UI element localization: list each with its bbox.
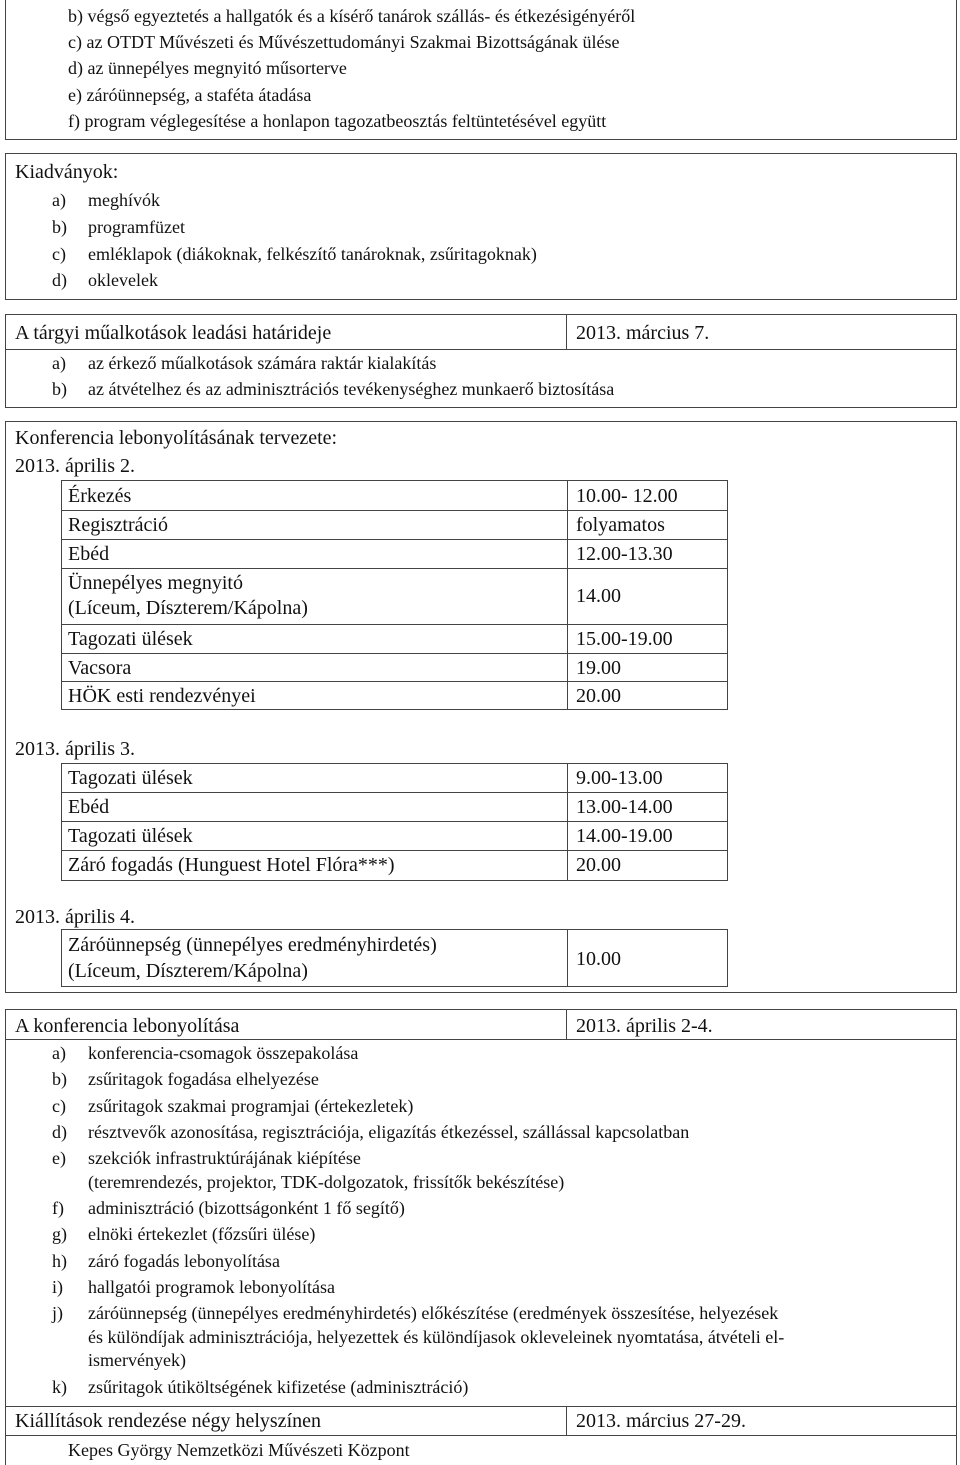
schedule-label: Tagozati ülések <box>68 825 193 847</box>
schedule-time: 14.00-19.00 <box>576 825 673 847</box>
schedule-time: 20.00 <box>576 854 621 876</box>
section-date: 2013. március 27-29. <box>576 1410 746 1432</box>
list-item: résztvevők azonosítása, regisztrációja, eligazítás étkezéssel, szállással kapcsolatban <box>88 1121 690 1142</box>
list-item-letter: g) <box>52 1224 67 1245</box>
schedule-table-day1 <box>61 480 728 710</box>
section-date: 2013. március 7. <box>576 322 710 344</box>
list-item: zsűritagok fogadása elhelyezése <box>88 1069 319 1090</box>
day-date: 2013. április 2. <box>15 455 135 477</box>
list-item: konferencia-csomagok összepakolása <box>88 1043 359 1063</box>
list-item: ismervények) <box>88 1350 186 1371</box>
schedule-label: Ünnepélyes megnyitó <box>68 572 243 594</box>
list-item-letter: c) <box>52 244 66 264</box>
list-item-letter: j) <box>52 1303 63 1324</box>
schedule-label: Tagozati ülések <box>68 767 193 789</box>
list-item: az érkező műalkotások számára raktár kialakítás <box>88 353 437 373</box>
list-item-letter: k) <box>52 1376 67 1397</box>
list-item: zsűritagok útiköltségének kifizetése (adminisztráció) <box>88 1376 469 1397</box>
list-item-letter: b) <box>52 1069 67 1090</box>
day-date: 2013. április 3. <box>15 738 135 760</box>
schedule-label: Ebéd <box>68 796 110 818</box>
list-item: oklevelek <box>88 270 158 290</box>
list-item: hallgatói programok lebonyolítása <box>88 1276 335 1297</box>
list-item: záró fogadás lebonyolítása <box>88 1250 280 1271</box>
list-item-letter: a) <box>52 1043 66 1063</box>
schedule-table-day2 <box>61 763 728 881</box>
schedule-time: 9.00-13.00 <box>576 767 663 789</box>
section-kiallitasok <box>5 1406 957 1465</box>
schedule-time: 10.00- 12.00 <box>576 485 678 507</box>
schedule-label: Regisztráció <box>68 514 168 536</box>
list-item: az átvételhez és az adminisztrációs tevékenységhez munkaerő biztosítása <box>88 379 615 399</box>
schedule-label: HÖK esti rendezvényei <box>68 685 256 707</box>
schedule-label: Vacsora <box>68 657 132 679</box>
section-previous-items <box>5 0 957 140</box>
list-item-letter: b) <box>52 379 67 399</box>
list-item-letter: a) <box>52 190 66 210</box>
schedule-label: (Líceum, Díszterem/Kápolna) <box>68 960 308 982</box>
schedule-table-day3 <box>61 929 728 987</box>
list-item: zsűritagok szakmai programjai (értekezletek) <box>88 1095 414 1116</box>
list-item-letter: i) <box>52 1276 63 1297</box>
section-date: 2013. április 2-4. <box>576 1015 713 1037</box>
list-item-letter: b) <box>52 217 67 237</box>
schedule-label: Záró fogadás (Hunguest Hotel Flóra***) <box>68 854 395 876</box>
section-lebonyolitas <box>5 1009 957 1406</box>
section-title: A konferencia lebonyolítása <box>15 1015 240 1037</box>
list-item: e) záróünnepség, a staféta átadása <box>68 85 312 105</box>
schedule-label: (Líceum, Díszterem/Kápolna) <box>68 597 308 619</box>
day-date: 2013. április 4. <box>15 906 135 928</box>
section-targyi <box>5 314 957 408</box>
list-item: b) végső egyeztetés a hallgatók és a kísérő tanárok szállás- és étkezésigényéről <box>68 6 636 26</box>
list-item-letter: d) <box>52 270 67 290</box>
list-item-letter: f) <box>52 1198 64 1218</box>
section-kiadvanyok <box>5 153 957 300</box>
list-item-letter: h) <box>52 1250 67 1271</box>
section-title: Konferencia lebonyolításának tervezete: <box>15 427 338 449</box>
list-item: (teremrendezés, projektor, TDK-dolgozatok, frissítők bekészítése) <box>88 1171 565 1192</box>
list-item: programfüzet <box>88 217 185 237</box>
list-item: emléklapok (diákoknak, felkészítő tanároknak, zsűritagoknak) <box>88 244 537 264</box>
section-title: Kiadványok: <box>15 161 119 183</box>
schedule-label: Ebéd <box>68 543 110 565</box>
list-item: szekciók infrastruktúrájának kiépítése <box>88 1148 361 1169</box>
list-item: f) program véglegesítése a honlapon tagozatbeosztás feltüntetésével együtt <box>68 111 607 131</box>
schedule-time: 20.00 <box>576 685 621 707</box>
schedule-label: Tagozati ülések <box>68 628 193 650</box>
venue-item: Kepes György Nemzetközi Művészeti Központ <box>68 1440 410 1460</box>
list-item: d) az ünnepélyes megnyitó műsorterve <box>68 58 347 78</box>
section-konferencia <box>5 421 957 993</box>
schedule-time: 10.00 <box>576 948 621 970</box>
list-item: meghívók <box>88 190 160 210</box>
list-item-letter: a) <box>52 353 66 373</box>
list-item-letter: e) <box>52 1148 66 1169</box>
list-item: elnöki értekezlet (főzsűri ülése) <box>88 1224 316 1245</box>
section-title: Kiállítások rendezése négy helyszínen <box>15 1410 321 1432</box>
list-item: adminisztráció (bizottságonként 1 fő segítő) <box>88 1198 405 1218</box>
list-item-letter: c) <box>52 1095 66 1116</box>
list-item: és különdíjak adminisztrációja, helyezettek és különdíjasok okleveleinek nyomtatása, átvételi el- <box>88 1326 785 1347</box>
schedule-time: 15.00-19.00 <box>576 628 673 650</box>
schedule-time: 14.00 <box>576 585 621 607</box>
schedule-time: folyamatos <box>576 514 665 536</box>
list-item-letter: d) <box>52 1121 67 1142</box>
schedule-time: 19.00 <box>576 657 621 679</box>
section-title: A tárgyi műalkotások leadási határideje <box>15 322 332 344</box>
schedule-time: 13.00-14.00 <box>576 796 673 818</box>
schedule-time: 12.00-13.30 <box>576 543 673 565</box>
list-item: záróünnepség (ünnepélyes eredményhirdetés) előkészítése (eredmények összesítése, helyezések <box>88 1303 779 1324</box>
list-item: c) az OTDT Művészeti és Művészettudományi Szakmai Bizottságának ülése <box>68 32 620 52</box>
schedule-label: Záróünnepség (ünnepélyes eredményhirdetés) <box>68 934 437 956</box>
schedule-label: Érkezés <box>68 485 132 507</box>
